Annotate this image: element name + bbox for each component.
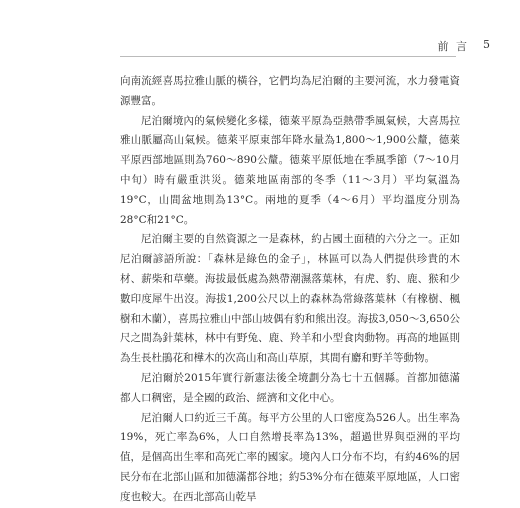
header-rule: [120, 56, 456, 57]
running-header: [372, 38, 492, 54]
page-number: 5: [483, 38, 492, 51]
paragraph: 向南流經喜馬拉雅山脈的橫谷，它們均為尼泊爾的主要河流，水力發電資源豐富。: [120, 75, 460, 107]
section-title: 前 言: [437, 40, 469, 53]
body-text: [120, 72, 460, 508]
paragraph: 尼泊爾於2015年實行新憲法後全境劃分為七十五個縣。首都加德滿都人口稠密，是全國的政治、經濟和文化中心。: [120, 371, 460, 404]
paragraph: 尼泊爾人口約近三千萬。每平方公里的人口密度為526人。出生率為19%，死亡率為6%，人口自然增長率為13%，超過世界與亞洲的平均值，是個高出生率和高死亡率的國家。境內人口分布不均，有約46%的居民分布在北部山區和加德滿都谷地；約53%分布在德萊平原地區，人口密度也較大。在西北部高山乾旱: [120, 411, 460, 503]
paragraph: 尼泊爾境內的氣候變化多樣，德萊平原為亞熱帶季風氣候，大喜馬拉雅山脈屬高山氣候。德萊平原東部年降水量為1,800～1,900公釐，德萊平原西部地區則為760～890公釐。德萊平原低地在季風季節（7～10月中旬）時有嚴重洪災。德萊地區南部的冬季（11～3月）平均氣溫為19°C，山間盆地則為13°C。兩地的夏季（4～6月）平均溫度分別為28°C和21°C。: [120, 114, 460, 226]
paragraph: 尼泊爾主要的自然資源之一是森林，約占國土面積的六分之一。正如尼泊爾諺語所說：「森林是綠色的金子」，林區可以為人們提供珍貴的木材、薪柴和草藥。海拔最低處為熱帶潮濕落葉林，有虎、豹、鹿、猴和少數印度犀牛出沒。海拔1,200公尺以上的森林為常綠落葉林（有橡樹、楓樹和木蘭），喜馬拉雅山中部山坡偶有豹和熊出沒。海拔3,050～3,650公尺之間為針葉林，林中有野兔、鹿、羚羊和小型食肉動物。再高的地區則為生長杜鵑花和樺木的次高山和高山草原，其間有麝和野羊等動物。: [120, 233, 460, 365]
